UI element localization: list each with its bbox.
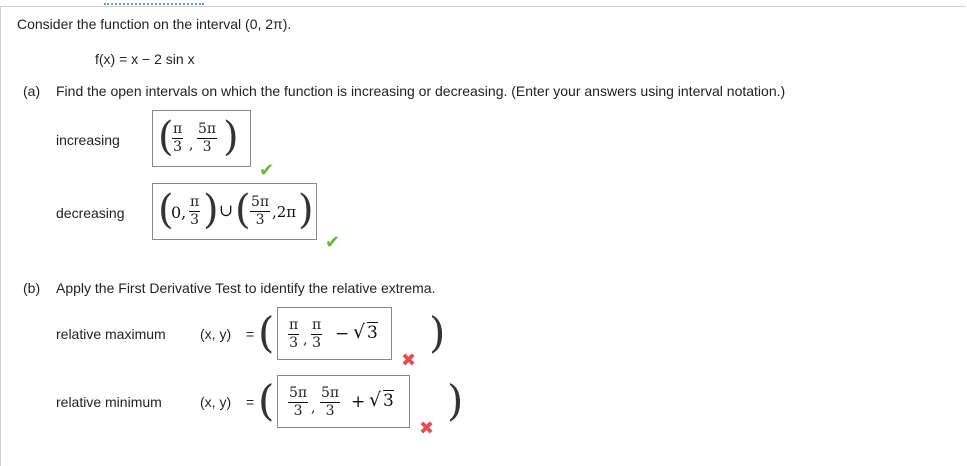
intro-prompt: Consider the function on the interval (0, 2π). [17,16,292,32]
xy-label: (x, y) [200,326,232,342]
increasing-label: increasing [56,132,120,148]
increasing-answer-field[interactable] [152,110,251,167]
zero: 0, [171,203,187,222]
top-link-underline [104,0,204,5]
two-pi: ,2π [272,203,297,221]
equals-sign: = [246,394,255,410]
close-paren: ) [223,114,239,160]
sqrt-symbol: √ [353,321,366,343]
part-b-label: (b) [23,280,41,296]
open-paren: ( [158,114,174,160]
fraction-2: $\frac{\pi}{3}$ [312,317,322,351]
part-b-question: Apply the First Derivative Test to identify the relative extrema. [56,280,436,296]
union-symbol: ∪ [219,201,234,221]
incorrect-x-icon: ✖ [401,350,417,370]
close-paren: ) [203,187,219,233]
correct-check-icon: ✔ [259,160,275,180]
radicand: 3 [367,323,378,343]
outer-open-paren: ( [258,376,275,425]
xy-label: (x, y) [200,394,232,410]
outer-open-paren: ( [258,308,275,357]
fraction-2: $\frac{5\pi}{3}$ [198,121,217,155]
comma: , [189,137,194,153]
minus-operator: − [335,324,350,344]
fraction-1: $\frac{\pi}{3}$ [190,194,200,228]
relative-maximum-answer-field[interactable] [277,307,392,360]
open-paren-2: ( [235,187,251,233]
decreasing-label: decreasing [56,205,125,221]
outer-close-paren: ) [447,376,464,425]
outer-close-paren: ) [429,308,446,357]
equals-sign: = [246,326,255,342]
relative-maximum-label: relative maximum [56,326,166,342]
relative-minimum-answer-field[interactable] [277,375,410,428]
function-definition: f(x) = x − 2 sin x [95,51,195,67]
fraction-1: $\frac{\pi}{3}$ [173,121,183,155]
correct-check-icon: ✔ [325,232,341,252]
sqrt-symbol: √ [369,389,382,411]
comma: , [311,400,316,416]
decreasing-answer-field[interactable] [152,183,317,240]
incorrect-x-icon: ✖ [419,418,435,438]
fraction-1: $\frac{5\pi}{3}$ [289,385,308,419]
part-a-label: (a) [23,83,41,99]
close-paren-2: ) [298,187,314,233]
plus-operator: + [351,392,366,412]
part-a-question: Find the open intervals on which the function is increasing or decreasing. (Enter your answers using interval notation.) [56,83,786,99]
fraction-1: $\frac{\pi}{3}$ [289,317,299,351]
open-paren: ( [158,187,174,233]
comma: , [303,332,308,348]
fraction-2: $\frac{5\pi}{3}$ [321,385,340,419]
fraction-2: $\frac{5\pi}{3}$ [251,194,270,228]
radicand: 3 [383,391,394,411]
relative-minimum-label: relative minimum [56,394,162,410]
